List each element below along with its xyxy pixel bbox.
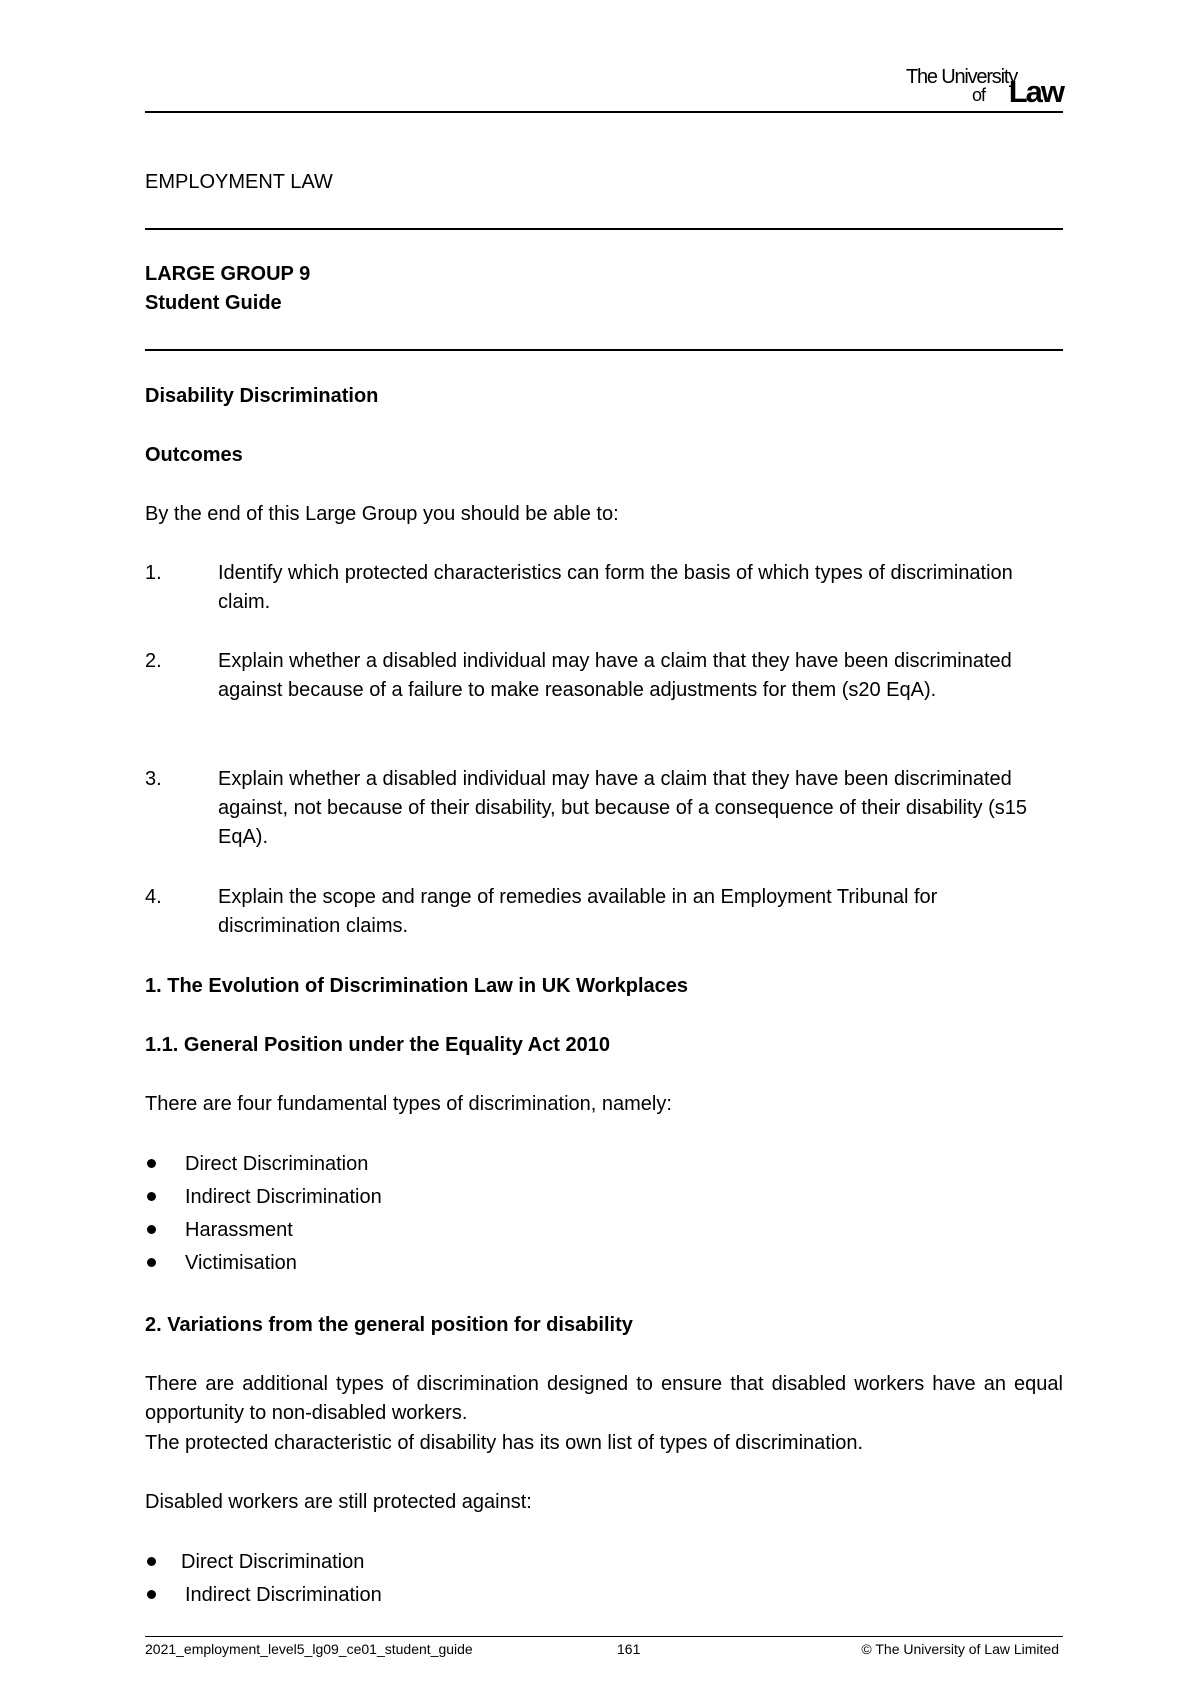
- section-2-intro: Disabled workers are still protected against:: [145, 1491, 532, 1513]
- logo-line-1: The University: [905, 66, 1017, 88]
- topic-title: Disability Discrimination: [145, 385, 379, 407]
- footer-copyright: © The University of Law Limited: [861, 1641, 1059, 1657]
- divider-group: [145, 349, 1063, 351]
- bullet-text: Indirect Discrimination: [185, 1186, 382, 1208]
- logo-line-2: of: [971, 85, 985, 105]
- divider-footer: [145, 1636, 1063, 1637]
- bullet-icon: [147, 1225, 156, 1234]
- divider-course: [145, 228, 1063, 230]
- bullet-text: Victimisation: [185, 1252, 297, 1274]
- outcome-text: Identify which protected characteristics can form the basis of which types of discrimination claim.: [218, 562, 1013, 613]
- outcome-number: 4.: [145, 886, 162, 908]
- document-page: [145, 0, 1063, 1698]
- footer-page-number: 161: [617, 1641, 641, 1657]
- outcome-text: Explain the scope and range of remedies available in an Employment Tribunal for discrimination claims.: [218, 886, 938, 937]
- group-title: LARGE GROUP 9: [145, 263, 311, 285]
- bullet-icon: [147, 1192, 156, 1201]
- university-logo: [858, 66, 1063, 109]
- bullet-text: Direct Discrimination: [185, 1153, 369, 1175]
- outcome-text: Explain whether a disabled individual may have a claim that they have been discriminated against, not because of their disability, but because of a consequence of their disability (s15 EqA).: [218, 768, 1028, 848]
- section-2-paragraph-1: There are additional types of discrimination designed to ensure that disabled workers have an equal opportunity to non-disabled workers.: [145, 1373, 1063, 1424]
- outcomes-intro: By the end of this Large Group you should be able to:: [145, 503, 619, 525]
- bullet-icon: [147, 1258, 156, 1267]
- bullet-text: Harassment: [185, 1219, 293, 1241]
- bullet-icon: [147, 1590, 156, 1599]
- guide-title: Student Guide: [145, 292, 282, 314]
- bullet-text: Indirect Discrimination: [185, 1584, 382, 1606]
- outcome-number: 1.: [145, 562, 162, 584]
- outcome-text: Explain whether a disabled individual may have a claim that they have been discriminated against because of a failure to make reasonable adjustments for them (s20 EqA).: [218, 650, 1012, 701]
- outcome-number: 3.: [145, 768, 162, 790]
- section-1-intro: There are four fundamental types of discrimination, namely:: [145, 1093, 672, 1115]
- course-title: EMPLOYMENT LAW: [145, 171, 333, 193]
- outcome-number: 2.: [145, 650, 162, 672]
- bullet-text: Direct Discrimination: [181, 1551, 365, 1573]
- section-2-paragraph-2: The protected characteristic of disability has its own list of types of discrimination.: [145, 1432, 864, 1454]
- divider-top: [145, 111, 1063, 113]
- section-1-1-heading: 1.1. General Position under the Equality Act 2010: [145, 1034, 610, 1056]
- bullet-icon: [147, 1159, 156, 1168]
- section-2-heading: 2. Variations from the general position for disability: [145, 1314, 633, 1336]
- logo-line-3: Law: [1008, 74, 1063, 109]
- bullet-icon: [147, 1557, 156, 1566]
- footer-filename: 2021_employment_level5_lg09_ce01_student_guide: [145, 1641, 473, 1657]
- section-1-heading: 1. The Evolution of Discrimination Law in UK Workplaces: [145, 975, 689, 997]
- outcomes-heading: Outcomes: [145, 444, 243, 466]
